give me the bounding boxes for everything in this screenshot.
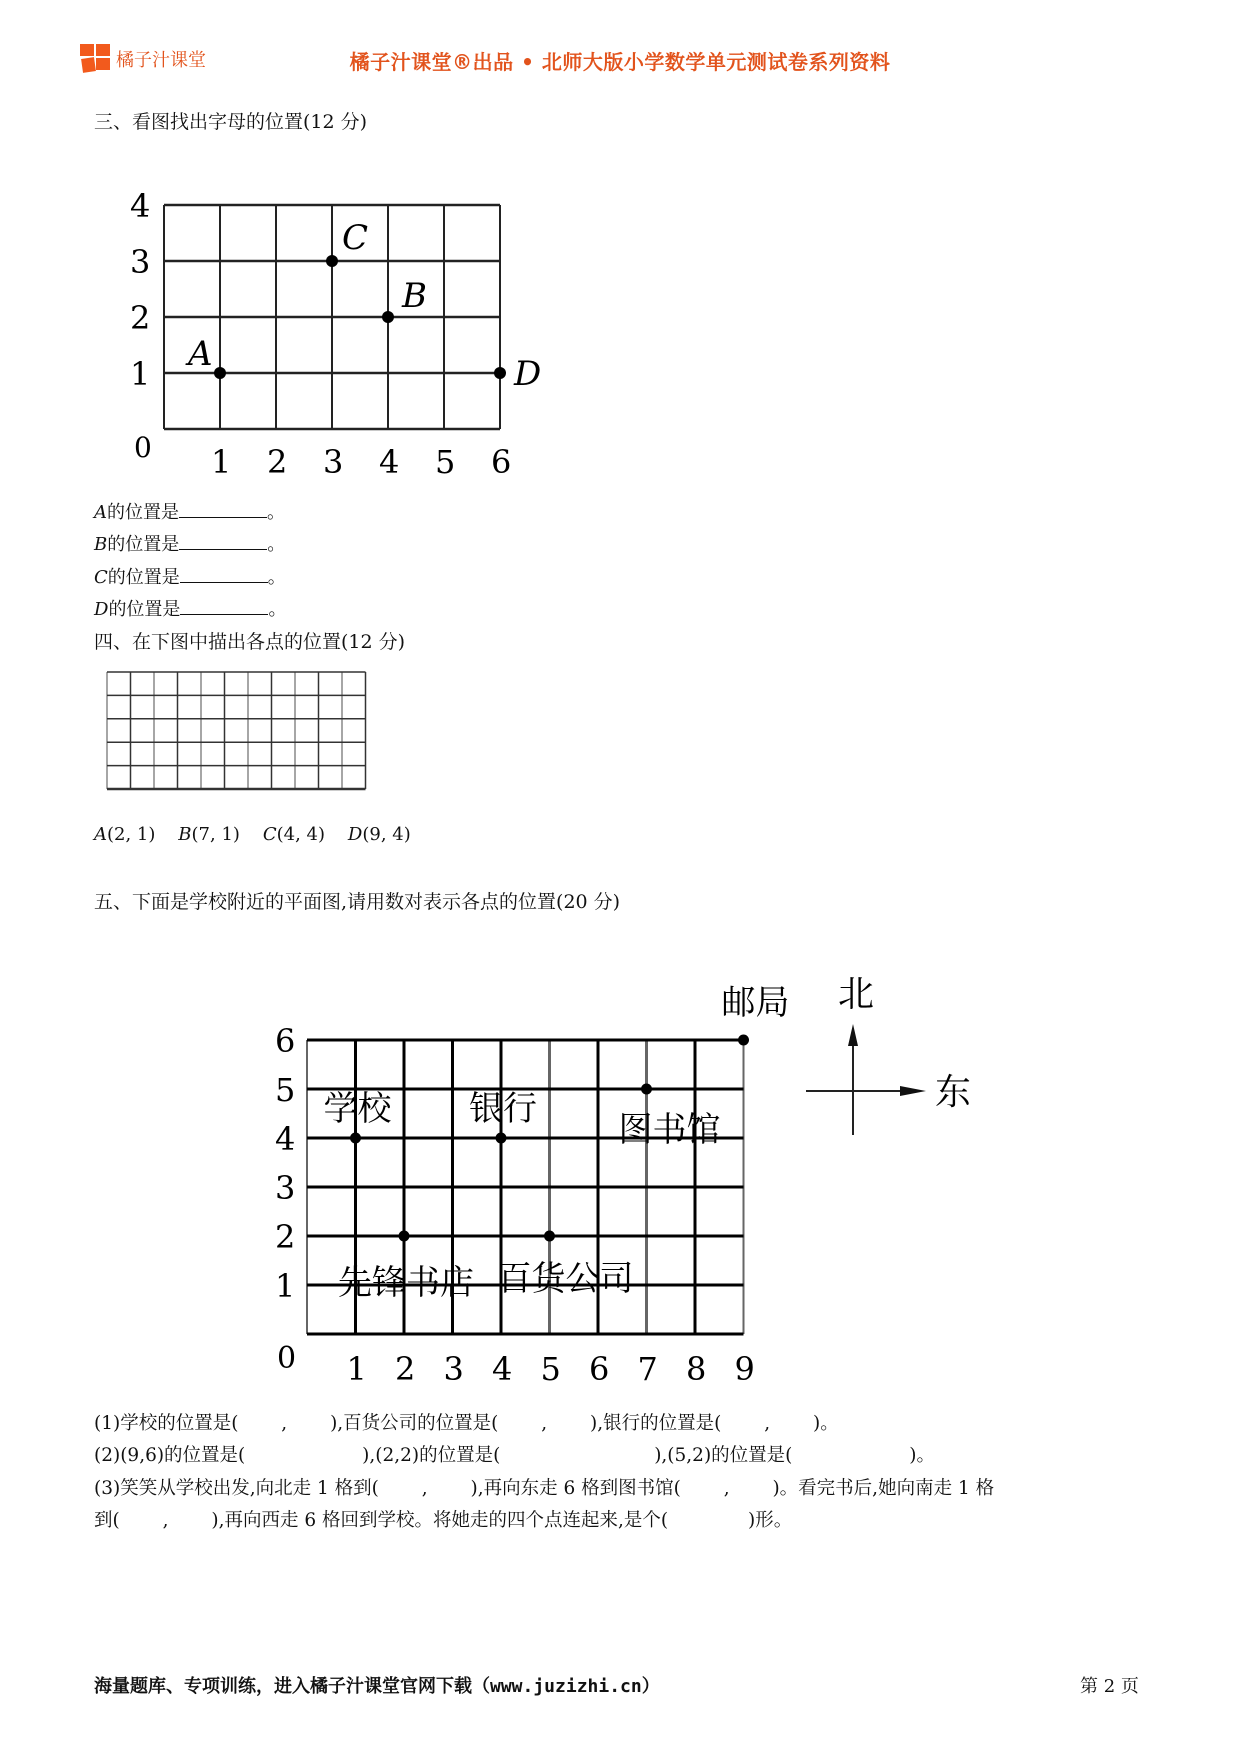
x-tick-label: 1 bbox=[346, 1350, 367, 1388]
point-label: D bbox=[514, 354, 542, 394]
point-coords: (7, 1) bbox=[191, 824, 240, 845]
y-tick-label: 4 bbox=[130, 187, 151, 225]
x-tick-label: 1 bbox=[211, 443, 232, 481]
x-tick-label: 0 bbox=[134, 431, 152, 464]
y-tick-label: 5 bbox=[275, 1071, 296, 1109]
answer-end: 。 bbox=[267, 502, 285, 523]
answer-blank[interactable] bbox=[179, 531, 267, 550]
answer-prompt: 的位置是 bbox=[108, 599, 181, 620]
answer-prompt: 的位置是 bbox=[107, 534, 180, 555]
map-label: 银行 bbox=[469, 1089, 537, 1129]
answer-line bbox=[94, 498, 285, 524]
x-tick-label: 4 bbox=[492, 1350, 513, 1388]
map-point bbox=[496, 1133, 507, 1144]
map-label: 先锋书店 bbox=[338, 1263, 474, 1303]
map-label: 图书馆 bbox=[618, 1110, 721, 1150]
y-tick-label: 2 bbox=[275, 1218, 296, 1256]
y-tick-label: 3 bbox=[275, 1169, 296, 1207]
answer-line bbox=[94, 563, 286, 589]
answer-letter: C bbox=[94, 567, 108, 588]
map-label: 百货公司 bbox=[497, 1259, 634, 1299]
answer-blank[interactable] bbox=[179, 499, 267, 518]
answer-line bbox=[94, 530, 285, 556]
y-tick-label: 4 bbox=[275, 1120, 296, 1158]
answer-end: 。 bbox=[267, 567, 286, 588]
answer-blank[interactable] bbox=[180, 596, 268, 615]
data-point bbox=[326, 255, 338, 267]
map-label: 学校 bbox=[323, 1089, 392, 1129]
page-number: 第 2 页 bbox=[1080, 1676, 1139, 1697]
y-tick-label: 2 bbox=[130, 299, 151, 337]
x-tick-label: 6 bbox=[491, 443, 512, 481]
letter-position-grid bbox=[120, 185, 580, 485]
answer-end: 。 bbox=[267, 534, 286, 555]
x-tick-label: 9 bbox=[734, 1350, 755, 1388]
east-arrow-icon bbox=[900, 1086, 926, 1096]
answer-line bbox=[94, 595, 286, 621]
section5-heading: 五、下面是学校附近的平面图,请用数对表示各点的位置(20 分) bbox=[94, 891, 621, 913]
x-tick-label: 3 bbox=[443, 1350, 464, 1388]
x-tick-label: 5 bbox=[435, 443, 456, 481]
compass bbox=[790, 960, 990, 1140]
x-tick-label: 0 bbox=[277, 1341, 297, 1376]
answer-prompt: 的位置是 bbox=[107, 502, 179, 523]
point-coords: (9, 4) bbox=[362, 824, 411, 845]
y-tick-label: 1 bbox=[130, 355, 151, 393]
footer-text: 海量题库、专项训练，进入橘子汁课堂官网下载（www.juzizhi.cn） bbox=[94, 1676, 660, 1697]
y-tick-label: 6 bbox=[275, 1022, 296, 1060]
x-tick-label: 3 bbox=[323, 443, 344, 481]
answer-letter: A bbox=[94, 502, 107, 523]
logo-text: 橘子汁课堂 bbox=[116, 50, 206, 71]
north-label: 北 bbox=[838, 974, 875, 1015]
east-label: 东 bbox=[935, 1072, 972, 1113]
y-tick-label: 1 bbox=[275, 1267, 296, 1305]
map-point bbox=[641, 1084, 652, 1095]
point-coords: (4, 4) bbox=[276, 824, 326, 845]
answer-end: 。 bbox=[268, 599, 287, 620]
section4-heading: 四、在下图中描出各点的位置(12 分) bbox=[94, 631, 406, 653]
map-point bbox=[350, 1133, 361, 1144]
x-tick-label: 4 bbox=[379, 443, 400, 481]
y-tick-label: 3 bbox=[130, 243, 151, 281]
x-tick-label: 2 bbox=[267, 443, 288, 481]
question-3-cont: 到( , ),再向西走 6 格回到学校。将她走的四个点连起来,是个( )形。 bbox=[94, 1510, 793, 1531]
answer-prompt: 的位置是 bbox=[107, 567, 180, 588]
answer-letter: D bbox=[94, 599, 109, 620]
question-2: (2)(9,6)的位置是( ),(2,2)的位置是( ),(5,2)的位置是( )。 bbox=[94, 1445, 935, 1466]
point-letter: B bbox=[178, 824, 192, 845]
x-tick-label: 7 bbox=[637, 1350, 658, 1388]
points-to-plot bbox=[94, 824, 411, 845]
point-letter: D bbox=[347, 824, 363, 845]
point-letter: A bbox=[94, 824, 107, 845]
data-point bbox=[382, 311, 394, 323]
point-label: B bbox=[402, 276, 427, 316]
data-point bbox=[494, 367, 506, 379]
school-area-map bbox=[260, 960, 790, 1388]
north-arrow-icon bbox=[848, 1024, 858, 1046]
data-point bbox=[214, 367, 226, 379]
section3-heading: 三、看图找出字母的位置(12 分) bbox=[94, 111, 368, 133]
x-tick-label: 8 bbox=[686, 1350, 707, 1388]
map-point bbox=[399, 1231, 410, 1242]
x-tick-label: 5 bbox=[540, 1350, 561, 1388]
point-label: C bbox=[342, 218, 369, 258]
plotting-grid[interactable] bbox=[105, 670, 370, 792]
map-point bbox=[544, 1231, 555, 1242]
map-point bbox=[738, 1035, 749, 1046]
question-3: (3)笑笑从学校出发,向北走 1 格到( , ),再向东走 6 格到图书馆( , )。看完书后,她向南走 1 格 bbox=[94, 1478, 995, 1499]
map-label: 邮局 bbox=[721, 983, 790, 1023]
answer-letter: B bbox=[94, 534, 108, 555]
answer-blank[interactable] bbox=[180, 564, 268, 583]
x-tick-label: 6 bbox=[589, 1350, 610, 1388]
point-letter: C bbox=[262, 824, 277, 845]
question-1: (1)学校的位置是( , ),百货公司的位置是( , ),银行的位置是( , )。 bbox=[94, 1413, 839, 1434]
x-tick-label: 2 bbox=[395, 1350, 416, 1388]
document-header-title: 橘子汁课堂®出品 • 北师大版小学数学单元测试卷系列资料 bbox=[349, 50, 891, 74]
point-label: A bbox=[188, 334, 213, 374]
point-coords: (2, 1) bbox=[107, 824, 156, 845]
